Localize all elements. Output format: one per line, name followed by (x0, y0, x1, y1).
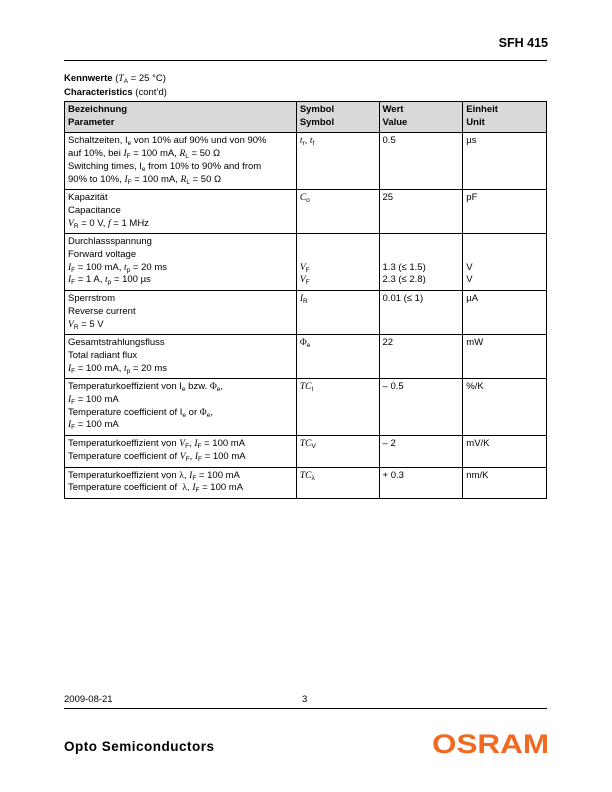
document-title: SFH 415 (498, 36, 548, 50)
header-value (379, 102, 463, 133)
table-row (65, 379, 547, 436)
parameter-cell: Temperaturkoeffizient von $V_F$, $I_F = 100$ mA Temperature coefficient of $V_F$, $I_F = 100$ mA (65, 436, 297, 467)
table-row (65, 436, 547, 467)
parameter-cell: Gesamtstrahlungsfluss Total radiant flux $I_F = 100$ mA, $t_p = 20$ ms (65, 335, 297, 379)
value-cell: 22 (379, 335, 463, 379)
caption-english-label: Characteristics (64, 87, 133, 98)
header-value-en: Value (382, 116, 408, 128)
value-cell: 25 (379, 190, 463, 234)
value-cell: 1.3 (≤ 1.5) 2.3 (≤ 2.8) (379, 234, 463, 291)
unit-cell: mW (463, 335, 547, 379)
characteristics-table (64, 101, 547, 499)
symbol-cell: $TC_V$ (296, 436, 379, 467)
value-cell: 0.5 (379, 133, 463, 190)
value-cell: + 0.3 (379, 467, 463, 498)
header-rule (64, 60, 547, 61)
parameter-cell: Kapazität Capacitance $V_R = 0$ V, f = 1 MHz (65, 190, 297, 234)
table-row (65, 234, 547, 291)
page-number: 3 (302, 694, 308, 705)
division-name: Opto Semiconductors (64, 739, 215, 754)
parameter-cell: Schaltzeiten, $I_e$ von 10% auf 90% und von 90% auf 10%, bei $I_F = 100$ mA, $R_L = 50$ Ω Switching times, $I_e$ from 10% to 90% and from 90% to 10%, $I_F = 100$ mA, $R_L = 50$ Ω (65, 133, 297, 190)
caption-english (64, 86, 167, 99)
osram-logo (432, 729, 550, 757)
caption-cond-open: ( (115, 73, 119, 84)
header-value-de: Wert (382, 104, 404, 115)
symbol-cell: $I_R$ (296, 291, 379, 335)
header-symbol (296, 102, 379, 133)
table-row (65, 291, 547, 335)
value-cell: – 0.5 (379, 379, 463, 436)
header-unit-de: Einheit (466, 104, 498, 115)
caption-german-label: Kennwerte (64, 73, 113, 84)
parameter-cell: Temperaturkoeffizient von $I_e$ bzw. $\Phi_e$, $I_F = 100$ mA Temperature coefficient of $I_e$ or $\Phi_e$, $I_F = 100$ mA (65, 379, 297, 436)
parameter-cell: Durchlassspannung Forward voltage $I_F = 100$ mA, $t_p = 20$ ms $I_F = 1$ A, $t_p = 100$ µs (65, 234, 297, 291)
table-row (65, 335, 547, 379)
table-caption (64, 72, 167, 99)
value-cell: – 2 (379, 436, 463, 467)
table-row (65, 467, 547, 498)
symbol-cell: $V_F$ $V_F$ (296, 234, 379, 291)
header-parameter (65, 102, 297, 133)
table-header-row (65, 102, 547, 133)
symbol-cell: $TC_I$ (296, 379, 379, 436)
caption-german (64, 72, 167, 86)
header-unit-en: Unit (466, 116, 485, 128)
header-parameter-en: Parameter (68, 116, 115, 128)
symbol-cell: $TC_\lambda$ (296, 467, 379, 498)
unit-cell: µA (463, 291, 547, 335)
parameter-cell: Temperaturkoeffizient von λ, $I_F = 100$ mA Temperature coefficient of λ, $I_F = 100$ mA (65, 467, 297, 498)
caption-temp-rest: = 25 °C) (128, 73, 166, 84)
unit-cell: mV/K (463, 436, 547, 467)
header-unit (463, 102, 547, 133)
osram-logo-text: OSRAM (432, 729, 549, 757)
footer-date: 2009-08-21 (64, 694, 113, 705)
header-parameter-de: Bezeichnung (68, 104, 128, 115)
unit-cell: pF (463, 190, 547, 234)
unit-cell: V V (463, 234, 547, 291)
header-symbol-de: Symbol (299, 104, 335, 115)
unit-cell: nm/K (463, 467, 547, 498)
symbol-cell: $\Phi_e$ (296, 335, 379, 379)
parameter-cell: Sperrstrom Reverse current $V_R = 5$ V (65, 291, 297, 335)
unit-cell: µs (463, 133, 547, 190)
caption-temp-var: T (118, 74, 124, 84)
symbol-cell: $C_o$ (296, 190, 379, 234)
footer-rule (64, 708, 547, 709)
symbol-cell: $t_r$, $t_f$ (296, 133, 379, 190)
header-symbol-en: Symbol (299, 116, 335, 128)
caption-english-suffix: (cont’d) (135, 87, 167, 98)
table-row (65, 190, 547, 234)
table-row (65, 133, 547, 190)
value-cell: 0.01 (≤ 1) (379, 291, 463, 335)
unit-cell: %/K (463, 379, 547, 436)
caption-temp-sub: A (123, 78, 129, 85)
